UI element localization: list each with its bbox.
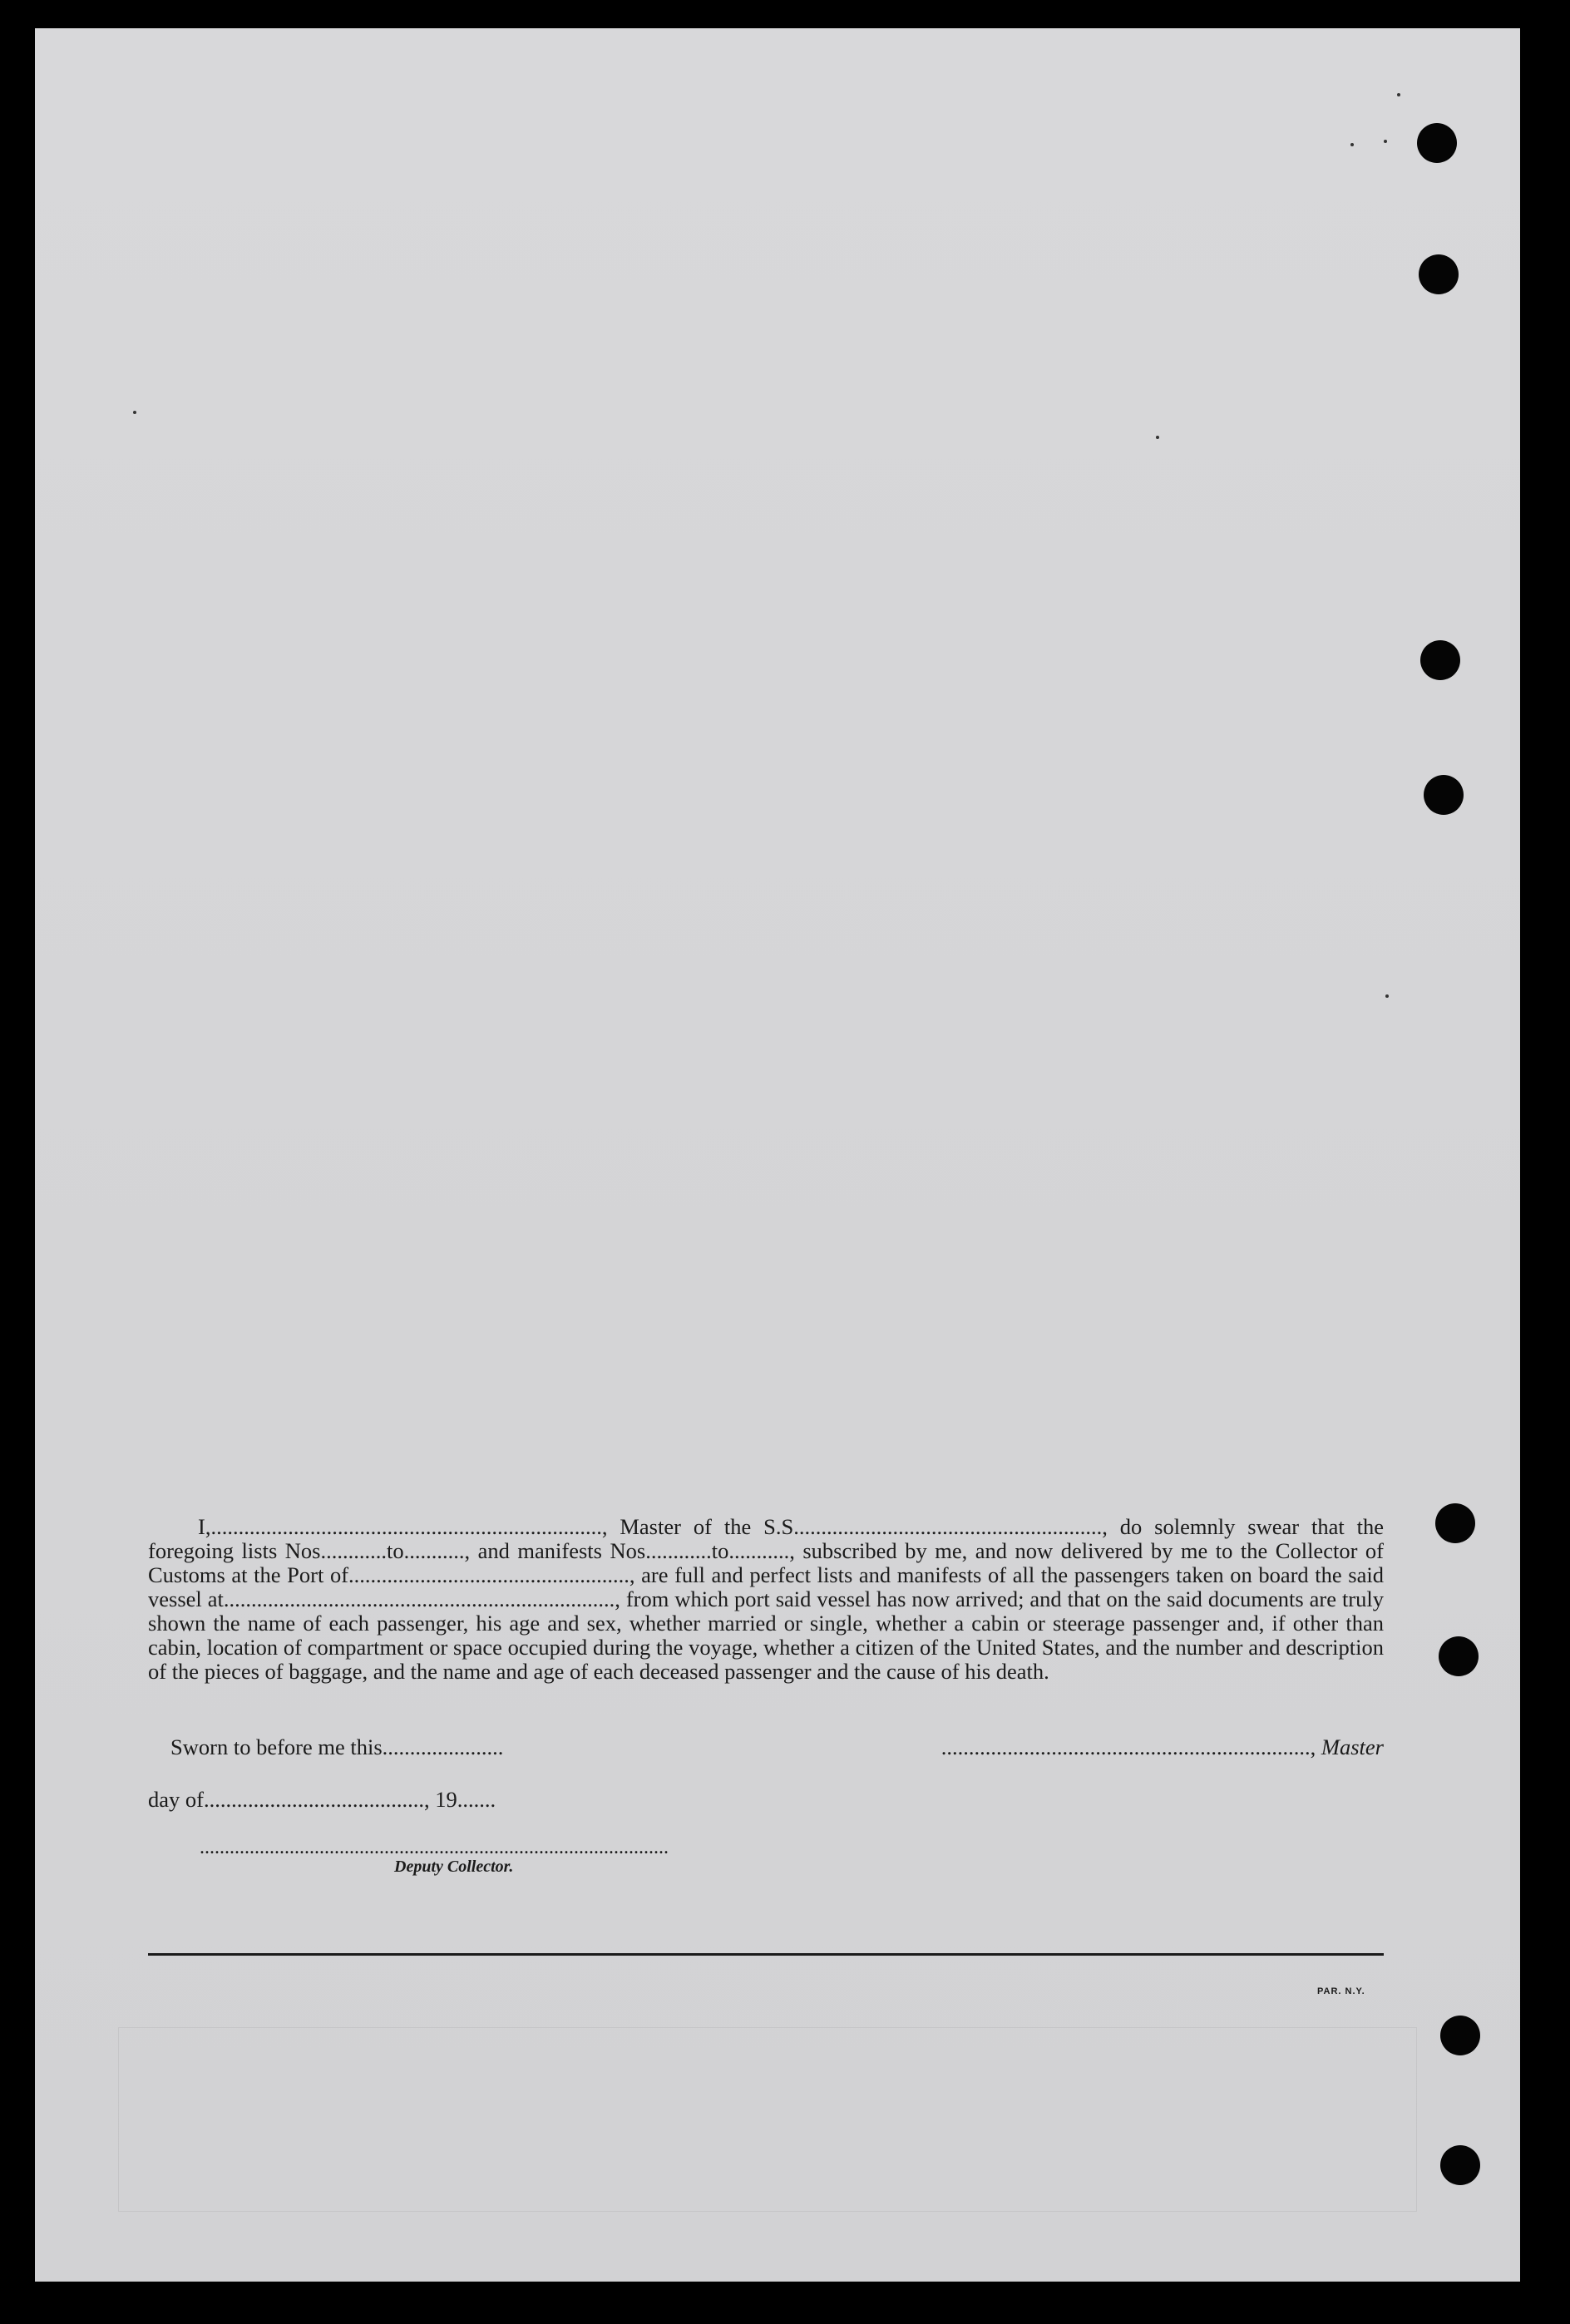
punch-hole — [1420, 640, 1460, 680]
faint-bleed-through-box — [118, 2027, 1417, 2212]
dust-speck — [1384, 140, 1387, 143]
horizontal-rule — [148, 1953, 1384, 1956]
day-line: day of........................................, 19....... — [148, 1787, 496, 1812]
sworn-line: Sworn to before me this...................... — [170, 1734, 504, 1759]
deputy-collector-label: Deputy Collector. — [394, 1858, 514, 1876]
dust-speck — [1156, 436, 1159, 439]
punch-hole — [1419, 254, 1459, 294]
master-signature-line — [880, 1734, 1384, 1760]
dust-speck — [1350, 143, 1354, 146]
master-label: Master — [1321, 1734, 1384, 1759]
punch-hole — [1435, 1503, 1475, 1543]
dust-speck — [133, 411, 136, 414]
master-dots: ..................................................................., — [941, 1734, 1316, 1759]
punch-hole — [1417, 123, 1457, 163]
punch-hole — [1440, 2016, 1480, 2055]
deputy-signature-dots: .............................................................................................. — [200, 1837, 669, 1858]
document-page — [35, 28, 1520, 2282]
punch-hole — [1439, 1636, 1479, 1676]
dust-speck — [1397, 93, 1400, 96]
punch-hole — [1440, 2145, 1480, 2185]
oath-text: I,......................................................................., Master of the S.S........................................................, do solemnly swear that the foregoing lists Nos............to..........., and manifests Nos............to..........., subscribed by me, and now delivered by me to the Collector of Customs at the Port of..................................................., are full and perfect lists and manifests of all the passengers taken on board the said vessel at......................................................................., from which port said vessel has now arrived; and that on the said documents are truly shown the name of each passenger, his age and sex, whether married or single, whether a cabin or steerage passenger and, if other than cabin, location of compartment or space occupied during the voyage, whether a citizen of the United States, and the number and description of the pieces of baggage, and the name and age of each deceased passenger and the cause of his death. — [148, 1514, 1384, 1684]
dust-speck — [1385, 994, 1389, 998]
oath-paragraph — [148, 1515, 1384, 1684]
punch-hole — [1424, 775, 1464, 815]
form-code: PAR. N.Y. — [1317, 1986, 1365, 1996]
